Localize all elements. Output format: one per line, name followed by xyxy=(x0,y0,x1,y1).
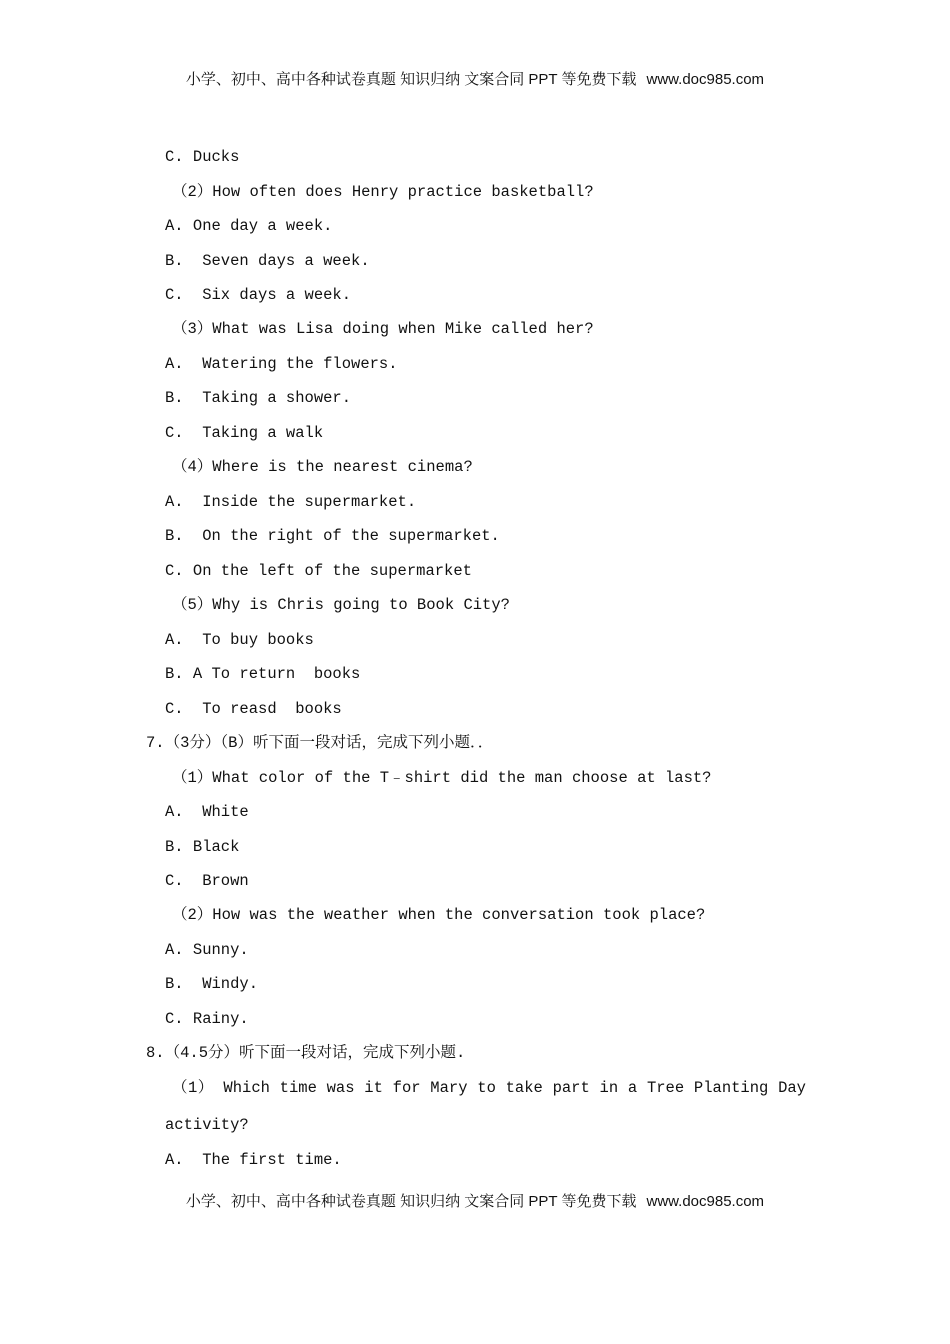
q6-3-option-b: B. Taking a shower. xyxy=(165,389,352,407)
footer-text: 小学、初中、高中各种试卷真题 知识归纳 文案合同 PPT 等免费下载 xyxy=(185,1193,637,1210)
q6-5-option-b: B. A To return books xyxy=(165,665,361,683)
q6-5-question: （5）Why is Chris going to Book City? xyxy=(172,596,510,614)
q6-5-option-c: C. To reasd books xyxy=(165,700,342,718)
q6-5-option-a: A. To buy books xyxy=(165,631,314,649)
q6-4-question: （4）Where is the nearest cinema? xyxy=(172,458,473,476)
q8-1-question-line2: activity? xyxy=(165,1116,249,1134)
header-site-link[interactable]: www.doc985.com xyxy=(646,71,765,88)
q6-2-option-c: C. Six days a week. xyxy=(165,286,352,304)
q6-3-option-c: C. Taking a walk xyxy=(165,424,324,442)
page-footer xyxy=(0,1190,950,1211)
q8-heading: 8.（4.5分）听下面一段对话，完成下列小题. xyxy=(146,1044,466,1062)
q6-4-option-a: A. Inside the supermarket. xyxy=(165,493,417,511)
q6-1-option-c: C. Ducks xyxy=(165,148,240,166)
q7-2-question: （2）How was the weather when the conversation took place? xyxy=(172,906,706,924)
q6-2-question: （2）How often does Henry practice basketball? xyxy=(172,183,594,201)
header-text: 小学、初中、高中各种试卷真题 知识归纳 文案合同 PPT 等免费下载 xyxy=(185,71,637,88)
q6-4-option-c: C. On the left of the supermarket xyxy=(165,562,472,580)
q7-2-option-b: B. Windy. xyxy=(165,975,259,993)
q6-3-option-a: A. Watering the flowers. xyxy=(165,355,398,373)
q7-2-option-c: C. Rainy. xyxy=(165,1010,249,1028)
q7-1-option-a: A. White xyxy=(165,803,249,821)
q8-1-option-a: A. The first time. xyxy=(165,1151,342,1169)
page-header xyxy=(0,68,950,89)
q8-1-question-line1: （1） Which time was it for Mary to take part in a Tree Planting Day xyxy=(172,1079,806,1097)
q7-1-question: （1）What color of the T﹣shirt did the man choose at last? xyxy=(172,769,712,787)
q6-2-option-a: A. One day a week. xyxy=(165,217,333,235)
q7-heading: 7.（3分）（B）听下面一段对话，完成下列小题．． xyxy=(146,734,494,752)
q6-2-option-b: B. Seven days a week. xyxy=(165,252,370,270)
q6-3-question: （3）What was Lisa doing when Mike called her? xyxy=(172,320,594,338)
footer-site-link[interactable]: www.doc985.com xyxy=(646,1193,765,1210)
q7-1-option-b: B. Black xyxy=(165,838,240,856)
q7-2-option-a: A. Sunny. xyxy=(165,941,249,959)
q6-4-option-b: B. On the right of the supermarket. xyxy=(165,527,500,545)
q7-1-option-c: C. Brown xyxy=(165,872,249,890)
